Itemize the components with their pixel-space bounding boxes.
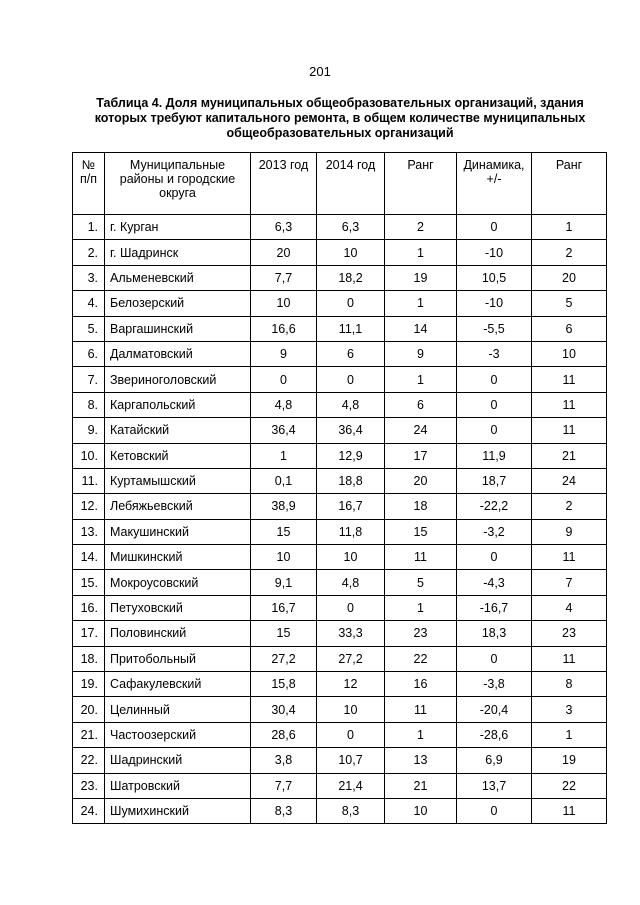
table-header (73, 153, 607, 215)
row-number: 20. (73, 697, 105, 722)
row-number: 11. (73, 468, 105, 493)
rank-dynamics-value: 2 (532, 240, 607, 265)
district-name: Притобольный (105, 646, 251, 671)
table-row (73, 748, 607, 773)
row-number: 1. (73, 215, 105, 240)
rank-value: 1 (385, 367, 457, 392)
row-number: 3. (73, 265, 105, 290)
value-2014: 36,4 (317, 418, 385, 443)
rank-dynamics-value: 3 (532, 697, 607, 722)
header-row (73, 153, 607, 215)
rank-dynamics-value: 1 (532, 215, 607, 240)
dynamics-value: 0 (457, 392, 532, 417)
dynamics-value: -10 (457, 291, 532, 316)
district-name: Каргапольский (105, 392, 251, 417)
dynamics-value: 11,9 (457, 443, 532, 468)
header-dynamics: Динамика, +/- (457, 153, 532, 215)
district-name: Шатровский (105, 773, 251, 798)
row-number: 24. (73, 798, 105, 823)
dynamics-value: 0 (457, 545, 532, 570)
row-number: 22. (73, 748, 105, 773)
value-2014: 10 (317, 545, 385, 570)
row-number: 17. (73, 621, 105, 646)
header-rank-dynamics: Ранг (532, 153, 607, 215)
table-row (73, 646, 607, 671)
rank-dynamics-value: 11 (532, 646, 607, 671)
district-name: Куртамышский (105, 468, 251, 493)
rank-value: 23 (385, 621, 457, 646)
rank-value: 21 (385, 773, 457, 798)
value-2014: 4,8 (317, 392, 385, 417)
table-row (73, 519, 607, 544)
row-number: 9. (73, 418, 105, 443)
rank-dynamics-value: 5 (532, 291, 607, 316)
dynamics-value: -10 (457, 240, 532, 265)
value-2013: 1 (251, 443, 317, 468)
rank-value: 2 (385, 215, 457, 240)
rank-dynamics-value: 22 (532, 773, 607, 798)
district-name: Петуховский (105, 595, 251, 620)
value-2013: 38,9 (251, 494, 317, 519)
rank-value: 15 (385, 519, 457, 544)
dynamics-value: -3,2 (457, 519, 532, 544)
value-2013: 20 (251, 240, 317, 265)
header-district: Муниципальные районы и городские округа (105, 153, 251, 215)
rank-dynamics-value: 10 (532, 341, 607, 366)
value-2014: 0 (317, 367, 385, 392)
rank-value: 22 (385, 646, 457, 671)
dynamics-value: 0 (457, 215, 532, 240)
rank-dynamics-value: 2 (532, 494, 607, 519)
value-2013: 10 (251, 545, 317, 570)
value-2014: 11,8 (317, 519, 385, 544)
table-row (73, 291, 607, 316)
header-rank: Ранг (385, 153, 457, 215)
row-number: 23. (73, 773, 105, 798)
table-row (73, 545, 607, 570)
value-2014: 16,7 (317, 494, 385, 519)
district-name: Варгашинский (105, 316, 251, 341)
value-2014: 8,3 (317, 798, 385, 823)
table-row (73, 392, 607, 417)
value-2013: 15 (251, 519, 317, 544)
table-row (73, 570, 607, 595)
row-number: 4. (73, 291, 105, 316)
value-2014: 11,1 (317, 316, 385, 341)
rank-dynamics-value: 11 (532, 367, 607, 392)
district-name: Частоозерский (105, 722, 251, 747)
row-number: 6. (73, 341, 105, 366)
value-2014: 10,7 (317, 748, 385, 773)
value-2014: 33,3 (317, 621, 385, 646)
value-2014: 18,8 (317, 468, 385, 493)
dynamics-value: 18,7 (457, 468, 532, 493)
district-name: Альменевский (105, 265, 251, 290)
dynamics-value: -16,7 (457, 595, 532, 620)
row-number: 15. (73, 570, 105, 595)
rank-value: 14 (385, 316, 457, 341)
value-2013: 27,2 (251, 646, 317, 671)
rank-dynamics-value: 19 (532, 748, 607, 773)
table-row (73, 697, 607, 722)
table-row (73, 773, 607, 798)
table-caption: Таблица 4. Доля муниципальных общеобразовательных организаций, здания которых требуют капитального ремонта, в общем количестве муниципальных общеобразовательных организаций (94, 96, 586, 140)
value-2013: 15,8 (251, 672, 317, 697)
district-name: Мокроусовский (105, 570, 251, 595)
value-2013: 15 (251, 621, 317, 646)
dynamics-value: 0 (457, 798, 532, 823)
dynamics-value: 0 (457, 646, 532, 671)
table-row (73, 494, 607, 519)
dynamics-value: 6,9 (457, 748, 532, 773)
table-body (73, 215, 607, 824)
rank-dynamics-value: 8 (532, 672, 607, 697)
district-name: Шумихинский (105, 798, 251, 823)
value-2014: 27,2 (317, 646, 385, 671)
rank-value: 20 (385, 468, 457, 493)
table-row (73, 595, 607, 620)
district-name: Шадринский (105, 748, 251, 773)
value-2014: 6 (317, 341, 385, 366)
value-2013: 6,3 (251, 215, 317, 240)
district-name: Лебяжьевский (105, 494, 251, 519)
dynamics-value: 13,7 (457, 773, 532, 798)
value-2013: 30,4 (251, 697, 317, 722)
dynamics-value: -5,5 (457, 316, 532, 341)
dynamics-value: 18,3 (457, 621, 532, 646)
rank-dynamics-value: 24 (532, 468, 607, 493)
rank-dynamics-value: 6 (532, 316, 607, 341)
dynamics-value: 0 (457, 418, 532, 443)
district-name: Макушинский (105, 519, 251, 544)
rank-value: 1 (385, 722, 457, 747)
dynamics-value: -4,3 (457, 570, 532, 595)
table-row (73, 418, 607, 443)
row-number: 8. (73, 392, 105, 417)
value-2014: 18,2 (317, 265, 385, 290)
rank-value: 1 (385, 595, 457, 620)
value-2014: 0 (317, 722, 385, 747)
value-2013: 9 (251, 341, 317, 366)
value-2013: 9,1 (251, 570, 317, 595)
rank-value: 10 (385, 798, 457, 823)
dynamics-value: -28,6 (457, 722, 532, 747)
rank-dynamics-value: 4 (532, 595, 607, 620)
rank-value: 16 (385, 672, 457, 697)
row-number: 7. (73, 367, 105, 392)
row-number: 18. (73, 646, 105, 671)
row-number: 13. (73, 519, 105, 544)
value-2013: 16,7 (251, 595, 317, 620)
district-name: Кетовский (105, 443, 251, 468)
row-number: 14. (73, 545, 105, 570)
value-2013: 4,8 (251, 392, 317, 417)
row-number: 21. (73, 722, 105, 747)
value-2014: 12,9 (317, 443, 385, 468)
rank-dynamics-value: 11 (532, 798, 607, 823)
district-name: Белозерский (105, 291, 251, 316)
table-row (73, 341, 607, 366)
dynamics-value: 10,5 (457, 265, 532, 290)
value-2013: 8,3 (251, 798, 317, 823)
rank-dynamics-value: 11 (532, 392, 607, 417)
rank-dynamics-value: 1 (532, 722, 607, 747)
table-row (73, 722, 607, 747)
row-number: 16. (73, 595, 105, 620)
value-2014: 0 (317, 595, 385, 620)
value-2014: 0 (317, 291, 385, 316)
row-number: 10. (73, 443, 105, 468)
district-name: Сафакулевский (105, 672, 251, 697)
row-number: 12. (73, 494, 105, 519)
header-2013: 2013 год (251, 153, 317, 215)
table-row (73, 316, 607, 341)
row-number: 19. (73, 672, 105, 697)
district-name: Половинский (105, 621, 251, 646)
value-2014: 6,3 (317, 215, 385, 240)
district-name: Катайский (105, 418, 251, 443)
dynamics-value: -3,8 (457, 672, 532, 697)
rank-value: 19 (385, 265, 457, 290)
row-number: 2. (73, 240, 105, 265)
rank-dynamics-value: 11 (532, 418, 607, 443)
value-2013: 3,8 (251, 748, 317, 773)
rank-dynamics-value: 23 (532, 621, 607, 646)
data-table (72, 152, 607, 824)
row-number: 5. (73, 316, 105, 341)
dynamics-value: -20,4 (457, 697, 532, 722)
table-row (73, 367, 607, 392)
dynamics-value: -3 (457, 341, 532, 366)
value-2013: 28,6 (251, 722, 317, 747)
value-2014: 12 (317, 672, 385, 697)
value-2013: 0 (251, 367, 317, 392)
rank-value: 1 (385, 291, 457, 316)
value-2013: 0,1 (251, 468, 317, 493)
value-2014: 21,4 (317, 773, 385, 798)
district-name: Целинный (105, 697, 251, 722)
value-2013: 7,7 (251, 773, 317, 798)
rank-value: 13 (385, 748, 457, 773)
rank-value: 18 (385, 494, 457, 519)
rank-value: 11 (385, 545, 457, 570)
rank-dynamics-value: 20 (532, 265, 607, 290)
value-2014: 10 (317, 697, 385, 722)
dynamics-value: 0 (457, 367, 532, 392)
header-number: № п/п (73, 153, 105, 215)
district-name: Мишкинский (105, 545, 251, 570)
district-name: г. Курган (105, 215, 251, 240)
rank-value: 24 (385, 418, 457, 443)
rank-value: 9 (385, 341, 457, 366)
rank-value: 11 (385, 697, 457, 722)
table-row (73, 621, 607, 646)
rank-dynamics-value: 11 (532, 545, 607, 570)
district-name: Далматовский (105, 341, 251, 366)
value-2013: 36,4 (251, 418, 317, 443)
rank-dynamics-value: 21 (532, 443, 607, 468)
rank-value: 5 (385, 570, 457, 595)
table-row (73, 215, 607, 240)
district-name: г. Шадринск (105, 240, 251, 265)
rank-value: 17 (385, 443, 457, 468)
table-row (73, 240, 607, 265)
value-2013: 16,6 (251, 316, 317, 341)
header-2014: 2014 год (317, 153, 385, 215)
rank-dynamics-value: 7 (532, 570, 607, 595)
district-name: Звериноголовский (105, 367, 251, 392)
value-2014: 4,8 (317, 570, 385, 595)
table-row (73, 265, 607, 290)
value-2013: 10 (251, 291, 317, 316)
table-row (73, 672, 607, 697)
rank-value: 6 (385, 392, 457, 417)
dynamics-value: -22,2 (457, 494, 532, 519)
value-2014: 10 (317, 240, 385, 265)
table-row (73, 443, 607, 468)
rank-value: 1 (385, 240, 457, 265)
table-row (73, 798, 607, 823)
table-row (73, 468, 607, 493)
page-number: 201 (309, 64, 331, 79)
rank-dynamics-value: 9 (532, 519, 607, 544)
value-2013: 7,7 (251, 265, 317, 290)
